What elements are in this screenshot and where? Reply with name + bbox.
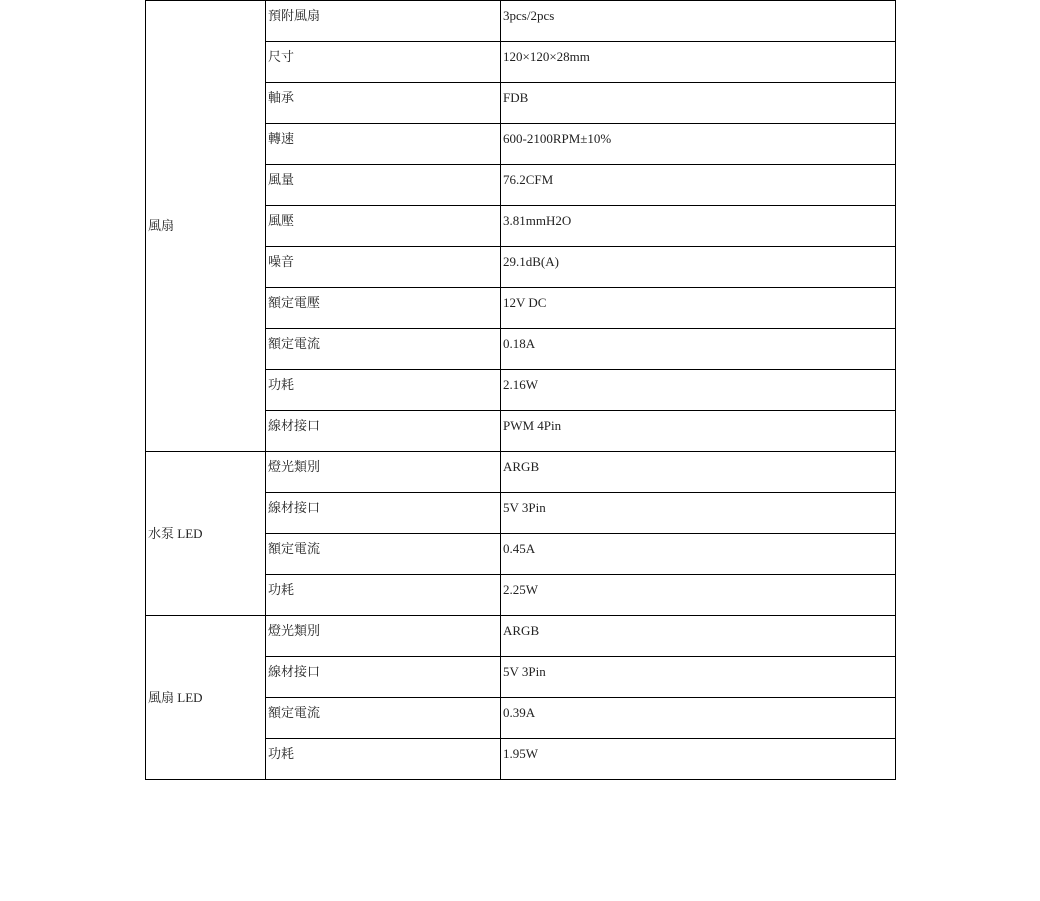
- spec-value: ARGB: [503, 623, 540, 638]
- spec-label: 線材接口: [268, 418, 321, 433]
- spec-value-cell: [501, 493, 896, 534]
- spec-label-cell: [266, 329, 501, 370]
- spec-value-cell: [501, 165, 896, 206]
- spec-label-cell: [266, 657, 501, 698]
- spec-value: 0.45A: [503, 541, 536, 556]
- spec-label-cell: [266, 616, 501, 657]
- group-cell-fan-led: [146, 616, 266, 780]
- spec-value-cell: [501, 124, 896, 165]
- spec-label-cell: [266, 83, 501, 124]
- spec-label: 風壓: [268, 213, 295, 228]
- spec-label: 燈光類別: [268, 459, 321, 474]
- group-cell-fan: [146, 1, 266, 452]
- table-row: [146, 1, 896, 42]
- spec-label-cell: [266, 575, 501, 616]
- spec-value: 600-2100RPM±10%: [503, 131, 612, 146]
- spec-label: 噪音: [268, 254, 295, 269]
- spec-value-cell: [501, 452, 896, 493]
- spec-value: 5V 3Pin: [503, 664, 546, 679]
- spec-value-cell: [501, 206, 896, 247]
- group-label: 水泵 LED: [148, 525, 203, 541]
- spec-value-cell: [501, 1, 896, 42]
- spec-value: 3.81mmH2O: [503, 213, 572, 228]
- table-row: [146, 616, 896, 657]
- group-cell-pump-led: [146, 452, 266, 616]
- spec-label-cell: [266, 370, 501, 411]
- spec-table: [145, 0, 896, 780]
- spec-table-body: [146, 1, 896, 780]
- spec-value: 5V 3Pin: [503, 500, 546, 515]
- spec-label-cell: [266, 534, 501, 575]
- spec-label: 額定電壓: [268, 295, 321, 310]
- spec-value-cell: [501, 616, 896, 657]
- spec-value: 0.39A: [503, 705, 536, 720]
- spec-label-cell: [266, 411, 501, 452]
- spec-label-cell: [266, 288, 501, 329]
- spec-value: 2.25W: [503, 582, 539, 597]
- group-label: 風扇: [148, 218, 175, 233]
- spec-value: 0.18A: [503, 336, 536, 351]
- spec-label: 線材接口: [268, 500, 321, 515]
- spec-value: 2.16W: [503, 377, 539, 392]
- spec-label-cell: [266, 452, 501, 493]
- table-row: [146, 452, 896, 493]
- spec-value-cell: [501, 83, 896, 124]
- spec-label: 風量: [268, 172, 295, 187]
- group-label: 風扇 LED: [148, 689, 203, 705]
- spec-label: 尺寸: [268, 49, 295, 64]
- spec-label-cell: [266, 493, 501, 534]
- spec-value-cell: [501, 288, 896, 329]
- spec-value-cell: [501, 411, 896, 452]
- spec-label-cell: [266, 1, 501, 42]
- spec-label: 額定電流: [268, 336, 321, 351]
- spec-value: 1.95W: [503, 746, 539, 761]
- spec-value-cell: [501, 739, 896, 780]
- spec-label-cell: [266, 698, 501, 739]
- spec-label-cell: [266, 739, 501, 780]
- spec-value-cell: [501, 534, 896, 575]
- spec-value: 76.2CFM: [503, 172, 554, 187]
- spec-label-cell: [266, 165, 501, 206]
- spec-label: 功耗: [268, 582, 295, 597]
- spec-label-cell: [266, 206, 501, 247]
- spec-value: ARGB: [503, 459, 540, 474]
- spec-value-cell: [501, 42, 896, 83]
- spec-label: 功耗: [268, 377, 295, 392]
- spec-value: FDB: [503, 90, 529, 105]
- spec-value-cell: [501, 575, 896, 616]
- spec-label-cell: [266, 247, 501, 288]
- spec-label-cell: [266, 124, 501, 165]
- spec-label: 額定電流: [268, 541, 321, 556]
- spec-value-cell: [501, 370, 896, 411]
- spec-label: 線材接口: [268, 664, 321, 679]
- spec-label: 功耗: [268, 746, 295, 761]
- spec-value-cell: [501, 329, 896, 370]
- spec-label: 燈光類別: [268, 623, 321, 638]
- spec-label: 額定電流: [268, 705, 321, 720]
- spec-value-cell: [501, 247, 896, 288]
- spec-value-cell: [501, 657, 896, 698]
- spec-value: 3pcs/2pcs: [503, 8, 555, 23]
- spec-value: 29.1dB(A): [503, 254, 559, 269]
- spec-value: 120×120×28mm: [503, 49, 590, 64]
- spec-label: 軸承: [268, 90, 295, 105]
- spec-label: 預附風扇: [268, 8, 321, 23]
- spec-label-cell: [266, 42, 501, 83]
- spec-value-cell: [501, 698, 896, 739]
- spec-label: 轉速: [268, 131, 295, 146]
- spec-value: PWM 4Pin: [503, 418, 562, 433]
- spec-value: 12V DC: [503, 295, 547, 310]
